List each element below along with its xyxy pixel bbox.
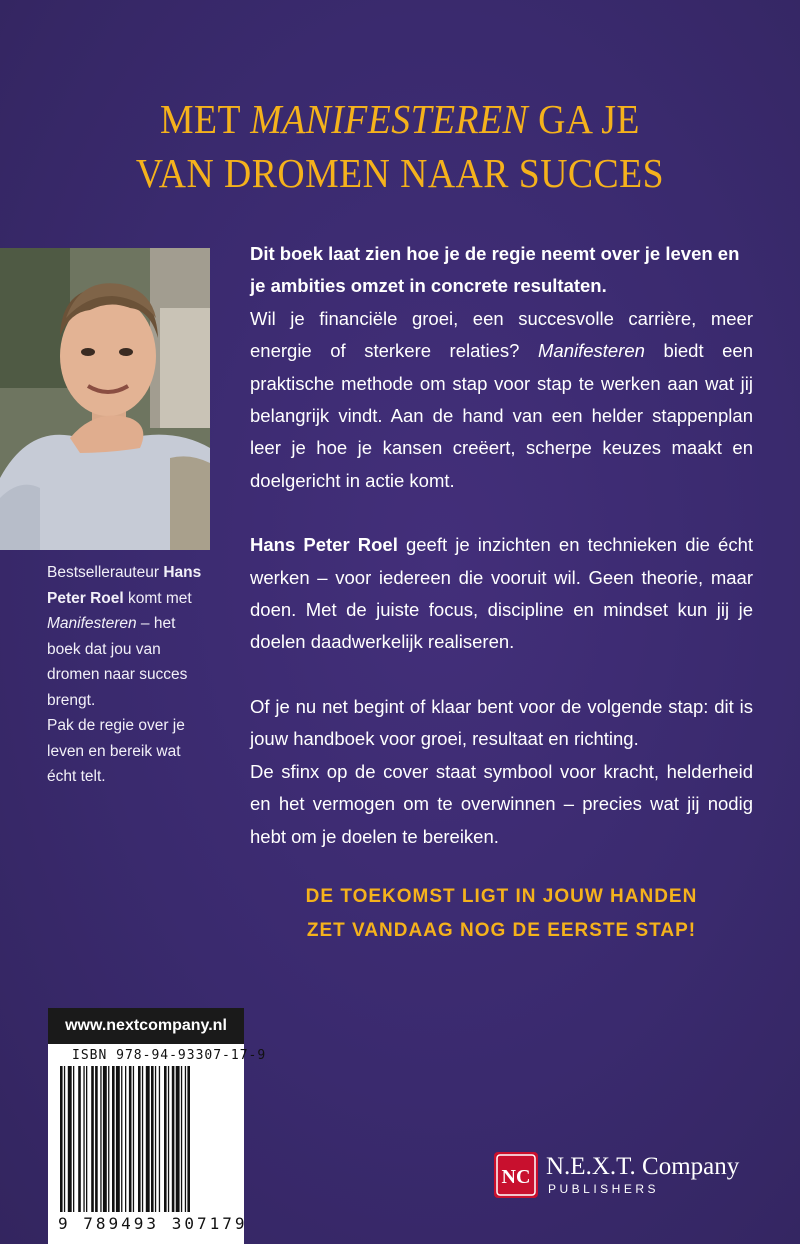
- headline-post: GA JE: [528, 96, 640, 142]
- paragraph-2-rest: geeft je inzichten en technieken die écht werken – voor iedereen die vooruit wil. Geen theorie, maar doen. Met de juiste focus, discipline en mindset kun jij je doelen daadwerkelijk realiseren.: [250, 534, 753, 653]
- headline-pre: MET: [160, 96, 251, 142]
- caption-author: Hans Peter Roel: [47, 564, 202, 607]
- caption-book-title: Manifesteren: [47, 615, 137, 632]
- caption-pre: Bestsellerauteur: [47, 564, 164, 581]
- publisher-name: N.E.X.T. Company: [546, 1153, 740, 1180]
- paragraph-1-title: Manifesteren: [538, 340, 645, 362]
- headline-line-2: VAN DROMEN NAAR SUCCES: [135, 150, 665, 196]
- nc-logo-icon: [494, 1152, 538, 1198]
- paragraph-gap: [250, 659, 753, 691]
- paragraph-3: Of je nu net begint of klaar bent voor de volgende stap: dit is jouw handboek voor groei, resultaat en richting.: [250, 695, 753, 750]
- caption-line-1: [47, 560, 207, 713]
- paragraph-1-post: biedt een praktische methode om stap voor stap te werken aan wat jij belangrijk vindt. Aan de hand van een helder stappenplan leer je hoe je kansen creëert, scherpe keuzes maakt en doelgericht in actie komt.: [250, 340, 753, 491]
- barcode-icon: [58, 1066, 234, 1214]
- headline-line-1: [32, 92, 768, 146]
- headline: [32, 92, 768, 200]
- paragraph-gap: [250, 497, 753, 529]
- cta-line-1: DE TOEKOMST LIGT IN JOUW HANDEN: [305, 886, 698, 907]
- paragraph-1: [250, 303, 753, 497]
- publisher-url: www.nextcompany.nl: [48, 1008, 244, 1044]
- caption-line-2: Pak de regie over je leven en bereik wat écht telt.: [47, 717, 185, 785]
- caption-mid: komt met: [123, 589, 192, 607]
- paragraph-2-author: Hans Peter Roel: [250, 534, 398, 556]
- author-photo: [0, 248, 210, 550]
- cta-line-2: ZET VANDAAG NOG DE EERSTE STAP!: [306, 920, 697, 941]
- paragraph-1-pre: Wil je financiële groei, een succesvolle carrière, meer energie of sterkere relaties?: [250, 307, 753, 362]
- nc-logo-text: NC: [501, 1166, 531, 1188]
- publisher-subtitle: PUBLISHERS: [548, 1182, 660, 1196]
- isbn-label: ISBN 978-94-93307-17-9: [72, 1048, 267, 1063]
- caption-post: – het boek dat jou van dromen naar succes brengt.: [47, 615, 188, 709]
- lead-paragraph: Dit boek laat zien hoe je de regie neemt over je leven en je ambities omzet in concrete resultaten.: [250, 243, 740, 297]
- back-cover-text: [250, 238, 753, 853]
- call-to-action: [250, 880, 753, 948]
- photo-caption: [47, 560, 207, 790]
- headline-title-word: MANIFESTEREN: [250, 96, 529, 142]
- author-portrait-illustration: [0, 248, 210, 550]
- paragraph-4: De sfinx op de cover staat symbool voor kracht, helderheid en het vermogen om te overwinnen – precies wat jij nodig hebt om je doelen te bereiken.: [250, 760, 753, 847]
- barcode-digits: 9 789493 307179: [58, 1214, 248, 1233]
- paragraph-2: [250, 529, 753, 659]
